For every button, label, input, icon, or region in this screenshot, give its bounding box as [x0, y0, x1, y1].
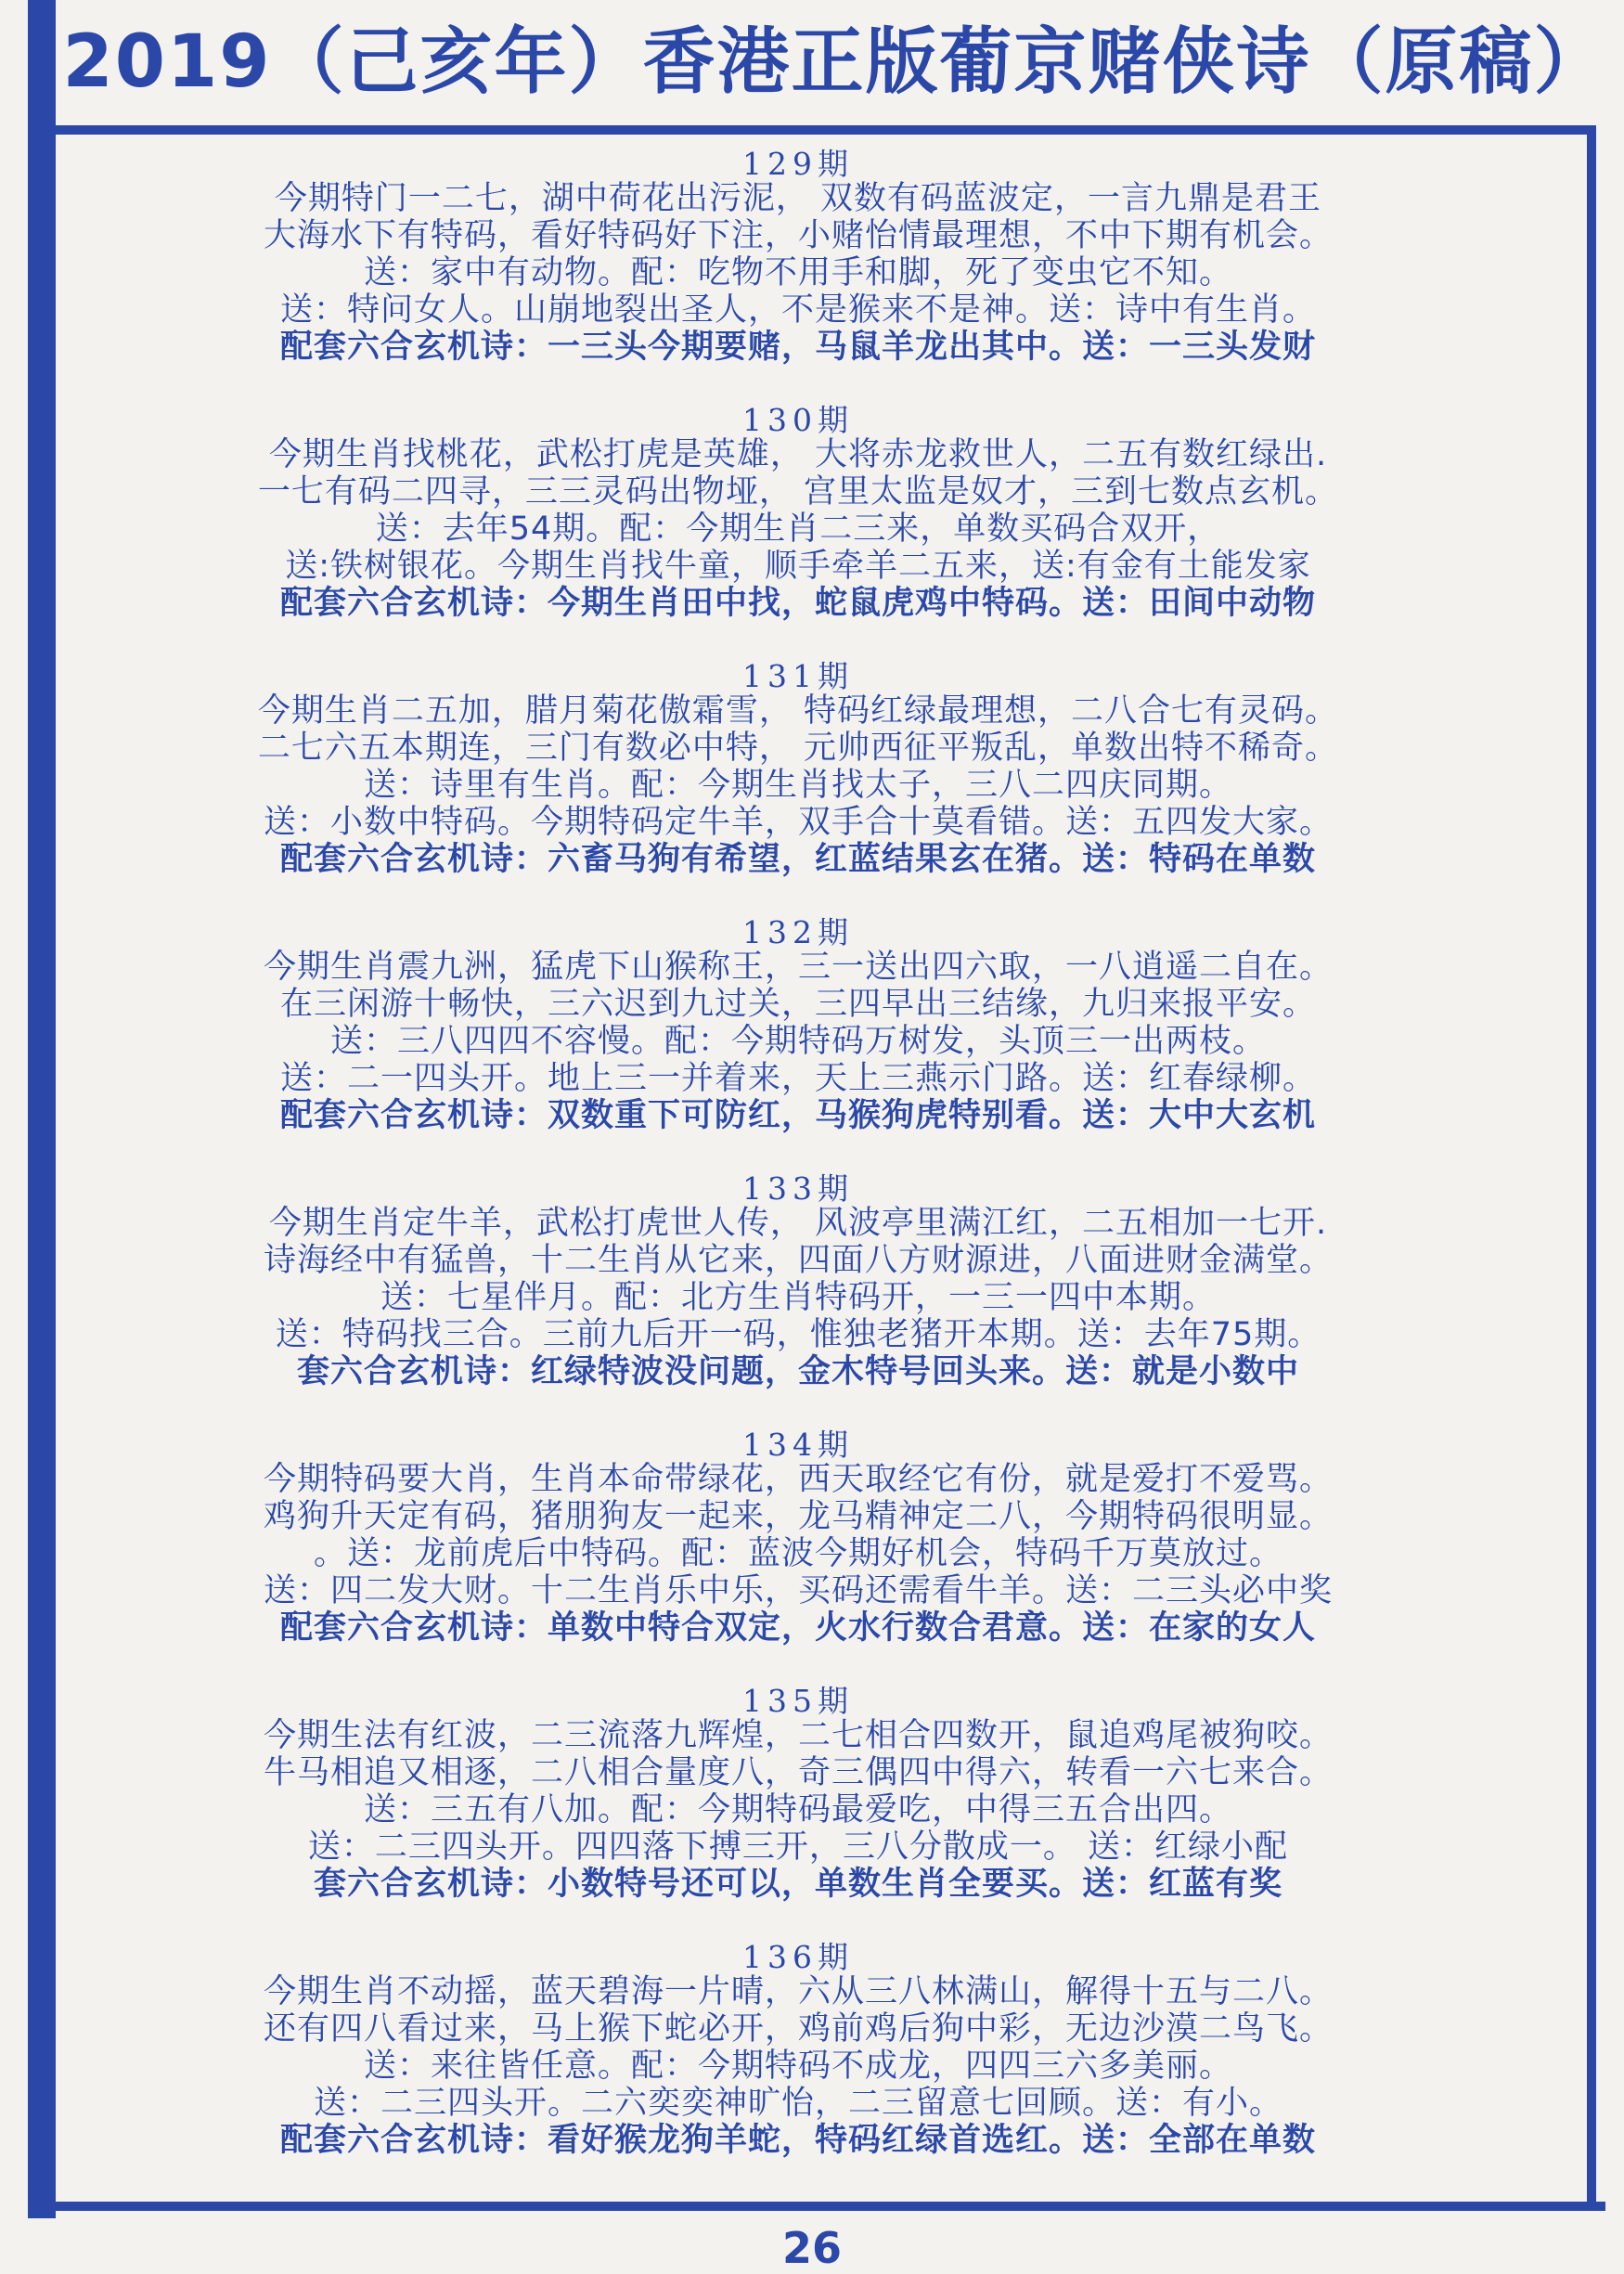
issue-block — [65, 1942, 1531, 2198]
poem-line: 今期生肖二五加，腊月菊花傲霜雪， 特码红绿最理想，二八合七有灵码。 — [257, 692, 1339, 730]
gift-line: 送：小数中特码。今期特码定牛羊，双手合十莫看错。送：五四发大家。 — [263, 804, 1333, 841]
mystic-poem-line: 配套六合玄机诗：今期生肖田中找，蛇鼠虎鸡中特码。送：田间中动物 — [279, 585, 1316, 622]
bottom-border-rule — [28, 2202, 1605, 2211]
issue-block — [65, 917, 1531, 1173]
mystic-poem-line: 配套六合玄机诗：六畜马狗有希望，红蓝结果玄在猪。送：特码在单数 — [279, 841, 1316, 878]
gift-line: 送：三八四四不容慢。配：今期特码万树发，头顶三一出两枝。 — [329, 1023, 1266, 1060]
mystic-poem-line: 配套六合玄机诗：单数中特合双定，火水行数合君意。送：在家的女人 — [279, 1609, 1316, 1647]
issue-number: 129期 — [742, 149, 854, 182]
issue-number: 131期 — [742, 661, 854, 694]
gift-line: 。送：龙前虎后中特码。配：蓝波今期好机会，特码千万莫放过。 — [313, 1535, 1282, 1572]
issue-block — [65, 661, 1531, 917]
poem-line: 大海水下有特码，看好特码好下注，小赌怡情最理想，不中下期有机会。 — [263, 217, 1333, 254]
left-border-bar — [28, 0, 56, 2218]
issue-block — [65, 149, 1531, 405]
mystic-poem-line: 套六合玄机诗：红绿特波没问题，金木特号回头来。送：就是小数中 — [296, 1353, 1299, 1390]
mystic-poem-line: 配套六合玄机诗：看好猴龙狗羊蛇，特码红绿首选红。送：全部在单数 — [279, 2122, 1316, 2159]
mystic-poem-line: 配套六合玄机诗：双数重下可防红，马猴狗虎特别看。送：大中大玄机 — [279, 1097, 1316, 1134]
poem-line: 还有四八看过来，马上猴下蛇必开，鸡前鸡后狗中彩，无边沙漠二鸟飞。 — [263, 2010, 1333, 2048]
gift-line: 送：诗里有生肖。配：今期生肖找太子，三八二四庆同期。 — [363, 767, 1232, 804]
poem-line: 今期生肖定牛羊，武松打虎世人传， 风波亭里满江红，二五相加一七开. — [268, 1205, 1328, 1242]
gift-line: 送：三五有八加。配：今期特码最爱吃，中得三五合出四。 — [363, 1791, 1232, 1828]
gift-line: 送：去年54期。配：今期生肖二三来，单数买码合双开， — [375, 510, 1221, 548]
gift-line: 送：二一四头开。地上三一并着来，天上三燕示门路。送：红春绿柳。 — [279, 1060, 1316, 1097]
gift-line: 送:铁树银花。今期生肖找牛童，顺手牵羊二五来，送:有金有土能发家 — [285, 548, 1311, 585]
poem-line: 鸡狗升天定有码，猪朋狗友一起来，龙马精神定二八，今期特码很明显。 — [263, 1498, 1333, 1535]
page-number: 26 — [781, 2223, 842, 2273]
issue-number: 133期 — [742, 1173, 854, 1207]
gift-line: 送：家中有动物。配：吃物不用手和脚，死了变虫它不知。 — [363, 254, 1232, 291]
gift-line: 送：二三四头开。四四落下搏三开，三八分散成一。 送：红绿小配 — [307, 1828, 1289, 1866]
poem-line: 今期特门一二七，湖中荷花出污泥， 双数有码蓝波定，一言九鼎是君王 — [274, 180, 1322, 217]
gift-line: 送：七星伴月。配：北方生肖特码开，一三一四中本期。 — [380, 1279, 1216, 1316]
gift-line: 送：二三四头开。二六奕奕神旷怡，二三留意七回顾。送：有小。 — [313, 2085, 1282, 2122]
mystic-poem-line: 套六合玄机诗：小数特号还可以，单数生肖全要买。送：红蓝有奖 — [313, 1866, 1282, 1903]
page-title: 2019（己亥年）香港正版葡京赌侠诗（原稿） — [62, 20, 1608, 104]
issue-number: 130期 — [742, 405, 854, 438]
poem-line: 在三闲游十畅快，三六迟到九过关，三四早出三结缘，九归来报平安。 — [279, 986, 1316, 1023]
gift-line: 送：特码找三合。三前九后开一码，惟独老猪开本期。送：去年75期。 — [275, 1316, 1321, 1353]
poem-line: 诗海经中有猛兽，十二生肖从它来，四面八方财源进，八面进财金满堂。 — [263, 1242, 1333, 1279]
issue-number: 135期 — [742, 1686, 854, 1719]
issue-block — [65, 1686, 1531, 1942]
poem-line: 今期生肖找桃花，武松打虎是英雄， 大将赤龙救世人，二五有数红绿出. — [268, 436, 1328, 473]
issue-number: 134期 — [742, 1429, 854, 1463]
issue-block — [65, 1429, 1531, 1686]
gift-line: 送：来往皆任意。配：今期特码不成龙，四四三六多美丽。 — [363, 2048, 1232, 2085]
poem-list — [65, 149, 1531, 2198]
gift-line: 送：特问女人。山崩地裂出圣人，不是猴来不是神。送：诗中有生肖。 — [279, 291, 1316, 329]
poem-line: 二七六五本期连，三门有数必中特， 元帅西征平叛乱，单数出特不稀奇。 — [257, 730, 1339, 767]
issue-block — [65, 1173, 1531, 1429]
gift-line: 送：四二发大财。十二生肖乐中乐，买码还需看牛羊。送：二三头必中奖 — [263, 1572, 1333, 1609]
issue-number: 132期 — [742, 917, 854, 950]
issue-number: 136期 — [742, 1942, 854, 1975]
poem-line: 今期生法有红波，二三流落九辉煌，二七相合四数开，鼠追鸡尾被狗咬。 — [263, 1717, 1333, 1754]
poem-line: 牛马相追又相逐，二八相合量度八，奇三偶四中得六，转看一六七来合。 — [263, 1754, 1333, 1791]
poem-line: 一七有码二四寻，三三灵码出物垭， 宫里太监是奴才，三到七数点玄机。 — [257, 473, 1339, 510]
poem-line: 今期生肖不动摇，蓝天碧海一片晴，六从三八林满山，解得十五与二八。 — [263, 1973, 1333, 2010]
issue-block — [65, 405, 1531, 661]
poem-line: 今期特码要大肖，生肖本命带绿花，西天取经它有份，就是爱打不爱骂。 — [263, 1461, 1333, 1498]
poem-line: 今期生肖震九洲，猛虎下山猴称王，三一送出四六取，一八逍遥二自在。 — [263, 949, 1333, 986]
mystic-poem-line: 配套六合玄机诗：一三头今期要赌，马鼠羊龙出其中。送：一三头发财 — [279, 329, 1316, 366]
